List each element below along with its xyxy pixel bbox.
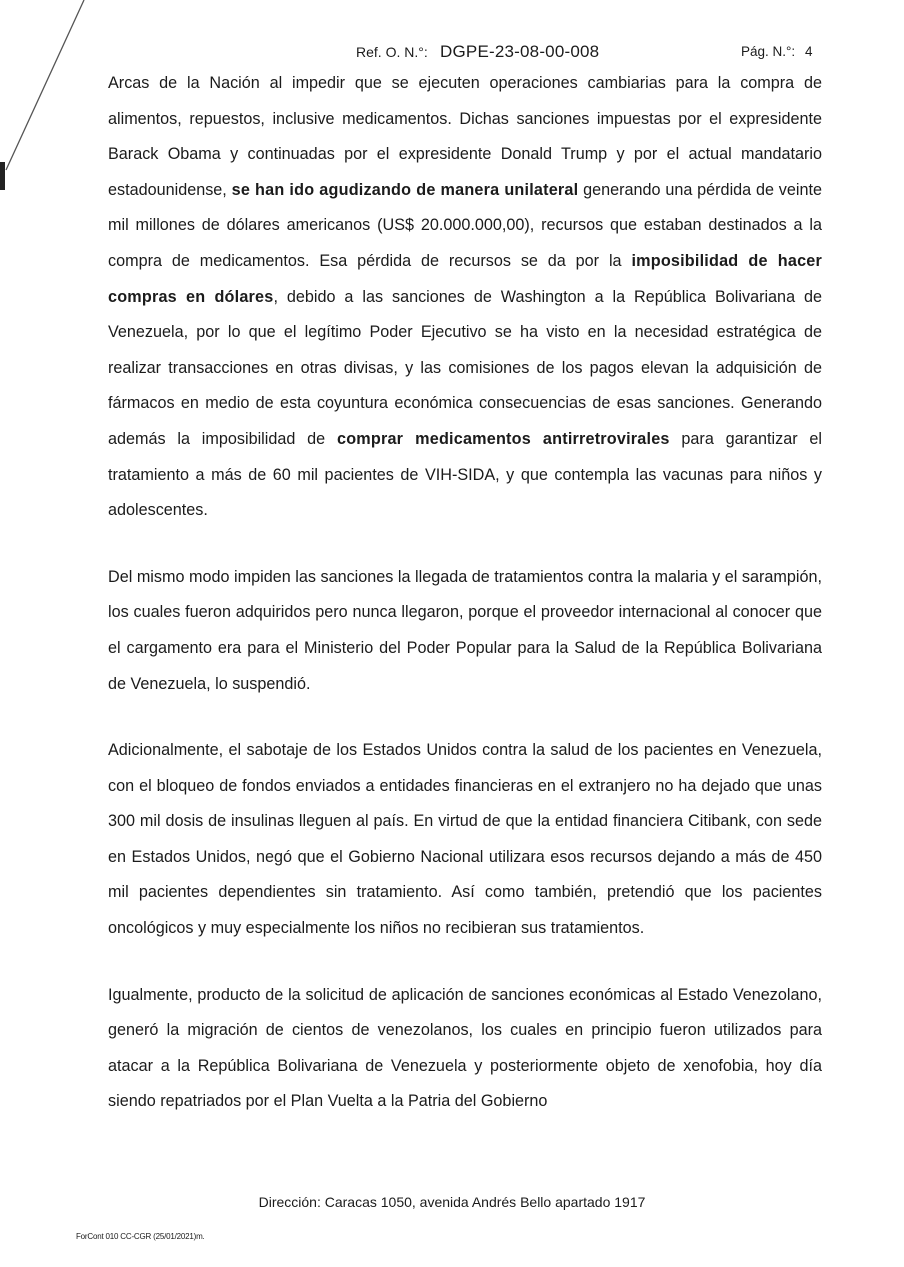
paragraph-2: Del mismo modo impiden las sanciones la llegada de tratamientos contra la malaria y el sarampión, los cuales fueron adquiridos pero nunca llegaron, porque el proveedor internacional al conocer que el cargamento era para el Ministerio del Poder Popular para la Salud de la República Bolivariana de Venezuela, lo suspendió. xyxy=(108,567,822,693)
footer-address: Dirección: Caracas 1050, avenida Andrés Bello apartado 1917 xyxy=(258,1194,646,1210)
paragraph-1-text-d: para garantizar el tratamiento a más de 60 mil pacientes de VIH-SIDA, y que contempla las vacunas para niños y adolescentes. xyxy=(108,429,823,520)
paragraph-3: Adicionalmente, el sabotaje de los Estados Unidos contra la salud de los pacientes en Venezuela, con el bloqueo de fondos enviados a entidades financieras en el extranjero no ha dejado que unas 300 mil dosis de insulinas lleguen al país. En virtud de que la entidad financiera Citibank, con sede en Estados Unidos, negó que el Gobierno Nacional utilizara esos recursos dejando a más de 450 mil pacientes dependientes sin tratamiento. Así como también, pretendió que los pacientes oncológicos y muy especialmente los niños no recibieran sus tratamientos. xyxy=(108,741,822,938)
form-code: ForCont 010 CC-CGR (25/01/2021)m. xyxy=(76,1232,205,1241)
page-number: 4 xyxy=(805,44,813,59)
page-label: Pág. N.°: xyxy=(741,44,796,59)
paragraph-1-text-a: Arcas de la Nación al impedir que se ejecuten operaciones cambiarias para la compra de alimentos, repuestos, inclusive medicamentos. Dichas sanciones impuestas por el expresidente Barack Obama y continuadas por el expresidente Donald Trump y por el actual mandatario estadounidense, xyxy=(108,74,822,199)
paragraph-1-bold-c: comprar medicamentos antirretrovirales xyxy=(337,429,670,448)
document-body xyxy=(108,66,822,1120)
paragraph-4: Igualmente, producto de la solicitud de aplicación de sanciones económicas al Estado Venezolano, generó la migración de cientos de venezolanos, los cuales en principio fueron utilizados para atacar a la República Bolivariana de Venezuela y posteriormente objeto de xenofobia, hoy día siendo repatriados por el Plan Vuelta a la Patria del Gobierno xyxy=(108,985,822,1111)
paragraph-1-text-b: generando una pérdida de veinte mil millones de dólares americanos (US$ 20.000.000,00), recursos que estaban destinados a la compra de medicamentos. Esa pérdida de recursos se da por la xyxy=(108,180,822,270)
paragraph-1 xyxy=(108,66,822,529)
paragraph-1-bold-a: se han ido agudizando de manera unilateral xyxy=(231,180,579,199)
document-header xyxy=(0,42,904,64)
paragraph-1-bold-b: imposibilidad de hacer compras en dólares xyxy=(108,251,822,306)
paragraph-1-text-c: , debido a las sanciones de Washington a la República Bolivariana de Venezuela, por lo que el legítimo Poder Ejecutivo se ha visto en la necesidad estratégica de realizar transacciones en otras divisas, y las comisiones de los pagos elevan la adquisición de fármacos en medio de esta coyuntura económica consecuencias de esas sanciones. Generando además la imposibilidad de xyxy=(108,287,823,448)
reference-number: DGPE-23-08-00-008 xyxy=(440,42,600,61)
reference-label: Ref. O. N.°: xyxy=(356,44,428,60)
binding-margin-mark xyxy=(0,0,90,200)
